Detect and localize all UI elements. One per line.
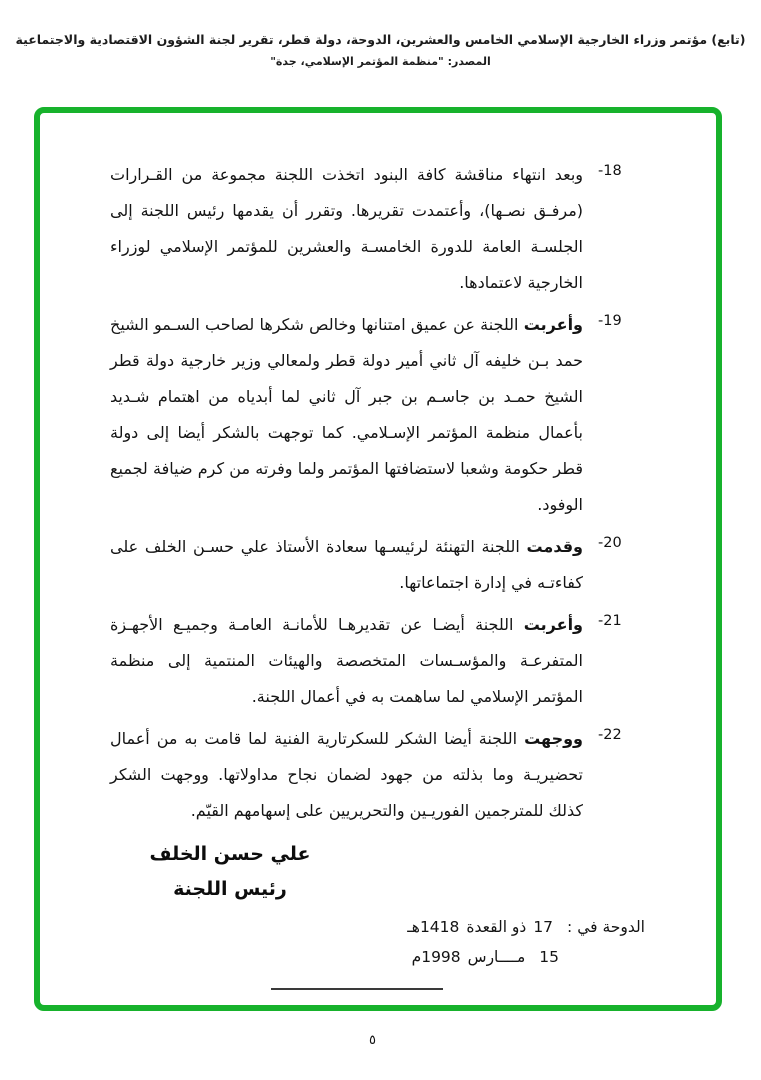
dateline-block bbox=[110, 912, 645, 972]
paragraph-number: -18 bbox=[598, 163, 622, 179]
paragraph-text: وبعد انتهاء مناقشة كافة البنود اتخذت اللجنة مجموعة من القـرارات (مرفـق نصـها)، وأعتمدت تقريرها. وتقرر أن يقدمها رئيس اللجنة إلى الجلسـة العامة للدورة الخامسـة والعشرين للمؤتمر الإسلامي لوزراء الخارجية لاعتمادها. bbox=[110, 165, 583, 292]
paragraph-text: وأعربت اللجنة أيضـا عن تقديرهـا للأمانـة العامـة وجميـع الأجهـزة المتفرعـة والمؤسـسات المتخصصة والهيئات المنتمية إلى منظمة المؤتمر الإسلامي لما ساهمت به في أعمال اللجنة. bbox=[110, 615, 583, 706]
dateline-label: الدوحة في : bbox=[567, 918, 645, 936]
paragraph-lead-word: وأعربت bbox=[523, 615, 583, 634]
end-rule bbox=[271, 988, 443, 990]
numbered-paragraph bbox=[110, 607, 645, 715]
paragraph-number: -20 bbox=[598, 535, 622, 551]
numbered-paragraph bbox=[110, 157, 645, 301]
signature-block bbox=[130, 843, 330, 900]
content-frame bbox=[34, 107, 722, 1011]
dateline-gregorian bbox=[110, 942, 559, 972]
document-header bbox=[0, 0, 761, 68]
hijri-month: ذو القعدة bbox=[466, 918, 527, 936]
numbered-paragraph bbox=[110, 529, 645, 601]
header-source: المصدر: "منظمة المؤتمر الإسلامي، جدة" bbox=[270, 55, 491, 68]
header-title: (تابع) مؤتمر وزراء الخارجية الإسلامي الخامس والعشرين، الدوحة، دولة قطر، تقرير لجنة الشؤون الاقتصادية والاجتماعية bbox=[15, 32, 746, 47]
paragraph-number: -21 bbox=[598, 613, 622, 629]
page-number: ٥ bbox=[369, 1033, 376, 1048]
signature-name: علي حسن الخلف bbox=[149, 843, 311, 865]
paragraph-lead-word: وأعربت bbox=[523, 315, 583, 334]
paragraph-text: وقدمت اللجنة التهنئة لرئيسـها سعادة الأستاذ علي حسـن الخلف على كفاءتـه في إدارة اجتماعاتها. bbox=[110, 537, 583, 592]
paragraph-lead-word: ووجهت bbox=[524, 729, 583, 748]
paragraph-list bbox=[110, 157, 645, 829]
paragraph-text: ووجهت اللجنة أيضا الشكر للسكرتارية الفنية لما قامت به من أعمال تحضيريـة وما بذلته من جهود لضمان نجاح مداولاتها. ووجهت الشكر كذلك للمترجمين الفوريـين والتحريريين على إسهامهم القيّم. bbox=[110, 729, 583, 820]
signature-title: رئيس اللجنة bbox=[173, 878, 287, 900]
numbered-paragraph bbox=[110, 307, 645, 523]
paragraph-lead-word: وقدمت bbox=[526, 537, 583, 556]
paragraph-number: -19 bbox=[598, 313, 622, 329]
numbered-paragraph bbox=[110, 721, 645, 829]
paragraph-text: وأعربت اللجنة عن عميق امتنانها وخالص شكرها لصاحب السـمو الشيخ حمد بـن خليفه آل ثاني أمير دولة قطر ولمعالي وزير خارجية دولة قطر الشيخ حمـد بن جاسـم بن جبر آل ثاني لما أبدياه من اهتمام شـديد بأعمال منظمة المؤتمر الإسـلامي. كما توجهت بالشكر أيضا إلى دولة قطر حكومة وشعبا لاستضافتها المؤتمر ولما وفرته من كرم ضيافة لجميع الوفود. bbox=[110, 315, 583, 514]
greg-day: 15 bbox=[539, 948, 559, 966]
dateline-hijri bbox=[110, 912, 645, 942]
hijri-year: 1418هـ bbox=[407, 918, 460, 936]
paragraph-number: -22 bbox=[598, 727, 622, 743]
greg-year: 1998م bbox=[411, 948, 461, 966]
greg-month: مــــارس bbox=[467, 948, 526, 966]
hijri-day: 17 bbox=[533, 918, 554, 936]
